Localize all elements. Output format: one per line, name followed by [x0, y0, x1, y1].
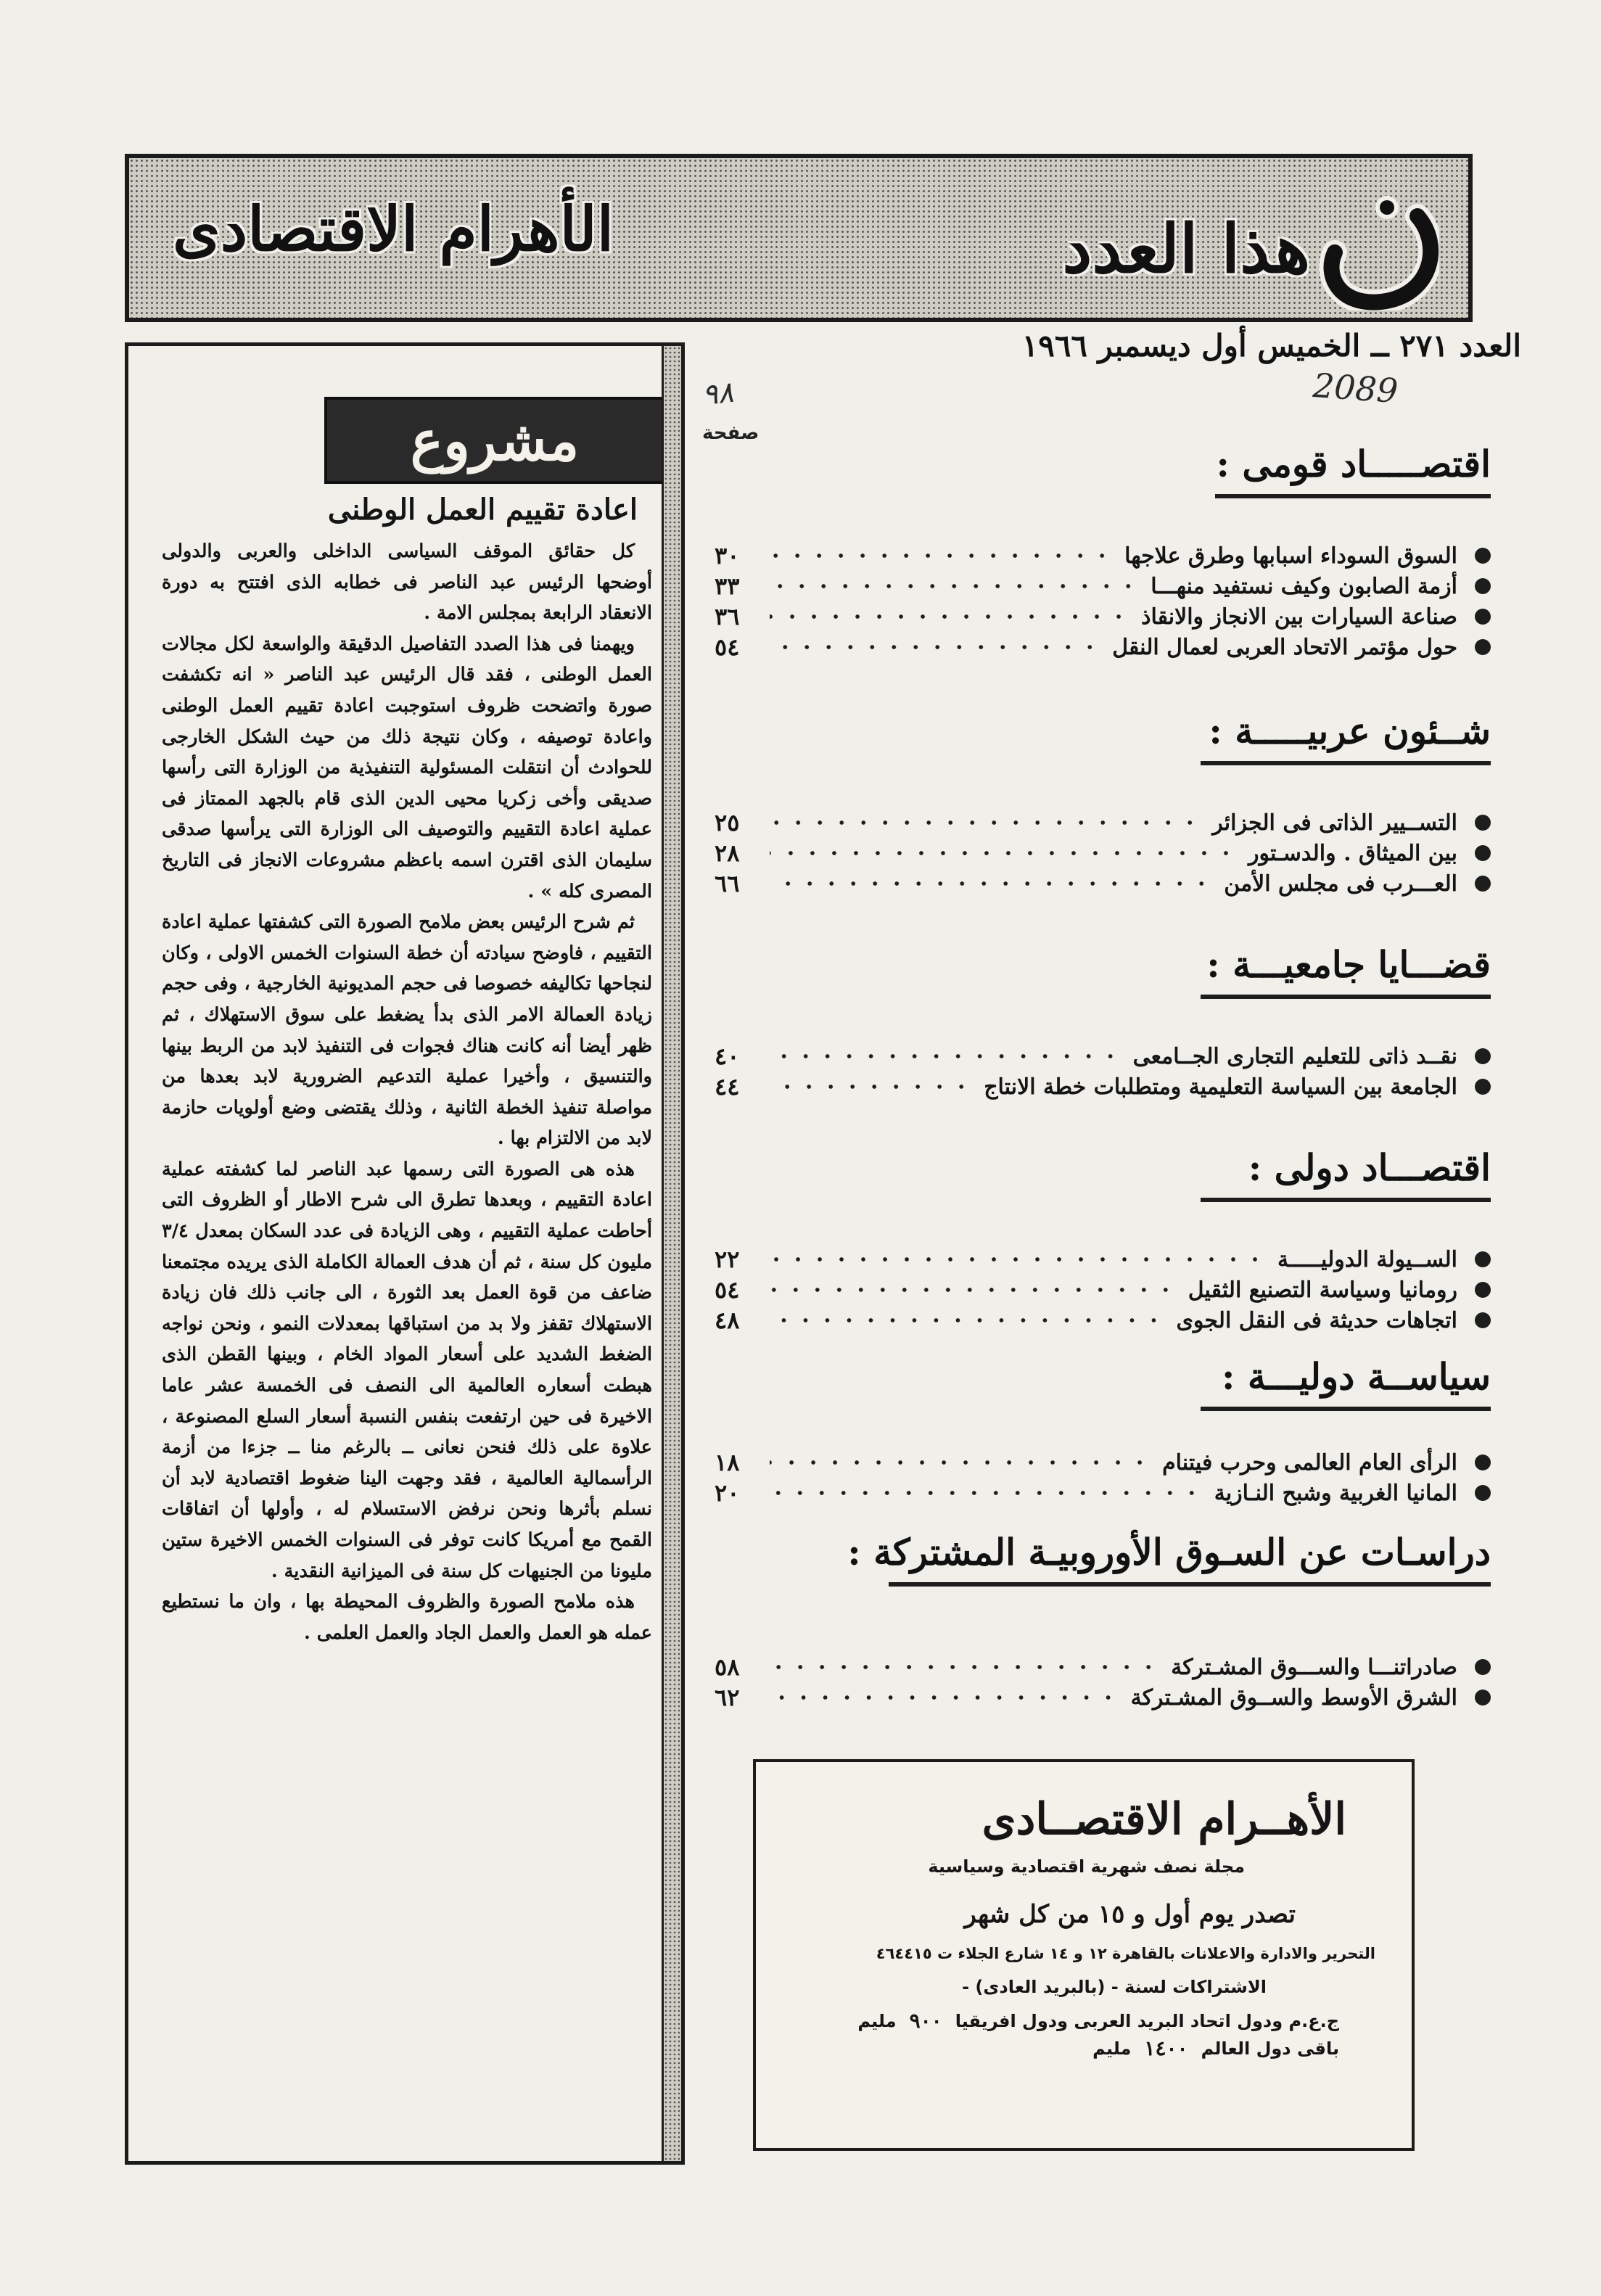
- bullet-icon: [1475, 609, 1491, 625]
- toc-item-title: رومانيا وسياسة التصنيع الثقيل: [1188, 1277, 1457, 1303]
- toc-item-page: ٤٠: [715, 1042, 740, 1070]
- article-title: اعادة تقييم العمل الوطنى: [327, 493, 638, 527]
- toc-section-heading: قضـــايا جامعيـــة :: [1206, 943, 1491, 986]
- toc-item[interactable]: [715, 1682, 1491, 1713]
- toc-item-page: ٢٥: [715, 809, 740, 836]
- toc-section: [715, 1146, 1512, 1336]
- article-paragraph: هذه ملامح الصورة والظروف المحيطة بها ، وان ما نستطيع عمله هو العمل والعمل الجاد والعمل العلمى .: [162, 1591, 652, 1644]
- bullet-icon: [1475, 1282, 1491, 1298]
- subscription-region: باقى دول العالم: [1201, 2038, 1339, 2059]
- page-column-label: صفحة: [702, 422, 760, 444]
- toc-item-title: الجامعة بين السياسة التعليمية ومتطلبات خطة الانتاج: [984, 1074, 1457, 1100]
- toc-item[interactable]: [715, 1478, 1491, 1508]
- leader-dots: [770, 645, 1100, 649]
- article-paragraph: هذه هى الصورة التى رسمها عبد الناصر لما كشفته عملية اعادة التقييم ، وبعدها تطرق الى شرح الاطار أو الظروف التى أحاطت عملية التقييم ، وهى الزيادة فى عدد السكان بمعدل ٣/٤ مليون كل سنة ، ثم أن هدف العمالة الكاملة الذى يريده مجتمعنا ضاعف من قوة العمل بعد الثورة ، الى جانب ذلك فان زيادة الاستهلاك تقفز ولا بد من استباقها بمعدلات النمو ، ونحن نواجه الضغط الشديد على أسعار المواد الخام ، وبينها القطن الذى هبطت أسعاره العالمية الى النصف فى الخمسة عشر عاما الاخيرة فى حين ارتفعت بنفس النسبة أسعار السلع المصنوعة ، علاوة على ذلك فنحن نعانى ــ بالرغم منا ــ جزءا من أزمة الرأسمالية العالمية ، فقد وجهت الينا ضغوط اقتصادية لابد أن نسلم بأثرها ونحن نرفض الاستسلام له ، وأولها أن اتفاقات القمح مع أمريكا كانت توفر فى السنوات الخمس الاخيرة ستين مليونا من الجنيهات كل سنة فى الميزانية النقدية .: [162, 1158, 652, 1582]
- subscription-row: [857, 2009, 1339, 2033]
- leader-dots: [770, 1665, 1159, 1669]
- toc-item[interactable]: [715, 1041, 1491, 1071]
- toc-item[interactable]: [715, 868, 1491, 899]
- toc-item-title: المانيا الغربية وشبح النـازية: [1214, 1480, 1457, 1506]
- leader-dots: [770, 554, 1113, 558]
- toc-item-page: ١٨: [715, 1449, 740, 1476]
- toc-section-heading: دراسـات عن السـوق الأوروبيـة المشتركة :: [847, 1531, 1491, 1573]
- toc-item-title: صادراتنـــا والســـوق المشـتركة: [1171, 1654, 1457, 1680]
- bullet-icon: [1475, 1454, 1491, 1470]
- ad-address: التحرير والادارة والاعلانات بالقاهرة ١٢ و ١٤ شارع الجلاء ت ٤٦٤٤١٥: [876, 1945, 1375, 1962]
- toc-item-title: أزمة الصابون وكيف نستفيد منهـــا: [1151, 573, 1457, 599]
- ad-subscriptions-label: الاشتراكات لسنة - (بالبريد العادى) -: [962, 1977, 1267, 1997]
- toc-item-title: صناعة السيارات بين الانجاز والانقاذ: [1141, 604, 1457, 630]
- toc-item-page: ٢٠: [715, 1479, 740, 1507]
- leader-dots: [770, 881, 1212, 886]
- bullet-icon: [1475, 1312, 1491, 1328]
- leader-dots: [770, 584, 1139, 588]
- subscription-row: [1092, 2036, 1339, 2060]
- leader-dots: [770, 1460, 1151, 1465]
- bullet-icon: [1475, 639, 1491, 655]
- masthead-this-issue: هذا العدد: [1062, 210, 1310, 288]
- toc-item-page: ٥٨: [715, 1653, 740, 1681]
- toc-item[interactable]: [715, 838, 1491, 868]
- leader-dots: [770, 851, 1237, 855]
- toc-item-title: السوق السوداء اسبابها وطرق علاجها: [1124, 543, 1457, 569]
- toc-section-heading: سياســة دوليـــة :: [1222, 1355, 1491, 1398]
- handwritten-page-note: ٩٨: [700, 375, 736, 413]
- bullet-icon: [1475, 578, 1491, 594]
- toc-item[interactable]: [715, 540, 1491, 571]
- bullet-icon: [1475, 1251, 1491, 1267]
- ad-title: الأهــرام الاقتصــادى: [981, 1794, 1346, 1845]
- issue-line: العدد ٢٧١ ــ الخميس أول ديسمبر ١٩٦٦: [1021, 328, 1521, 363]
- toc-item-page: ٤٤: [715, 1073, 740, 1100]
- toc-section: [715, 1531, 1512, 1713]
- publication-info-box: [753, 1759, 1415, 2151]
- toc-item-page: ٣٦: [715, 603, 740, 630]
- toc-item[interactable]: [715, 1244, 1491, 1275]
- bullet-icon: [1475, 1485, 1491, 1501]
- toc-item[interactable]: [715, 571, 1491, 601]
- leader-dots: [770, 1085, 972, 1089]
- toc-item[interactable]: [715, 807, 1491, 838]
- masthead: [125, 154, 1473, 322]
- masthead-right: [1062, 187, 1439, 310]
- toc-item-title: اتجاهات حديثة فى النقل الجوى: [1176, 1307, 1457, 1333]
- toc-item[interactable]: [715, 1652, 1491, 1682]
- leader-dots: [770, 820, 1201, 825]
- toc-item-page: ٢٨: [715, 839, 740, 867]
- bullet-icon: [1475, 815, 1491, 831]
- subscription-amount: ٩٠٠: [909, 2009, 942, 2033]
- leader-dots: [770, 614, 1129, 619]
- toc-item-page: ٤٨: [715, 1307, 740, 1334]
- leader-dots: [770, 1695, 1119, 1700]
- bullet-icon: [1475, 876, 1491, 892]
- toc-item[interactable]: [715, 1275, 1491, 1305]
- toc-section-heading: اقتصـــاد دولى :: [1248, 1146, 1491, 1189]
- toc-item-page: ٥٤: [715, 633, 740, 661]
- toc-section-heading: شــئون عربيـــــة :: [1209, 709, 1491, 752]
- subscription-region: ج.ع.م ودول اتحاد البريد العربى ودول افريقيا: [955, 2010, 1339, 2031]
- project-banner: مشروع: [324, 397, 665, 484]
- bullet-icon: [1475, 1690, 1491, 1705]
- bullet-icon: [1475, 845, 1491, 861]
- article-paragraph: كل حقائق الموقف السياسى الداخلى والعربى والدولى أوضحها الرئيس عبد الناصر فى خطابه الذى افتتح به دورة الانعقاد الرابعة بمجلس الامة .: [162, 540, 652, 625]
- toc-item-title: بين الميثاق . والدسـتور: [1248, 840, 1457, 866]
- bullet-icon: [1475, 1659, 1491, 1675]
- toc-item[interactable]: [715, 1071, 1491, 1102]
- leader-dots: [770, 1288, 1177, 1292]
- toc-item[interactable]: [715, 632, 1491, 662]
- article-body: [162, 536, 652, 1648]
- toc-item[interactable]: [715, 1305, 1491, 1336]
- subscription-unit: مليم: [1092, 2038, 1132, 2059]
- toc-item-page: ٣٠: [715, 542, 740, 569]
- masthead-publication: الأهرام الاقتصادى: [173, 193, 614, 265]
- toc-section: [715, 943, 1512, 1102]
- article-paragraph: ثم شرح الرئيس بعض ملامح الصورة التى كشفتها عملية اعادة التقييم ، فاوضح سيادته أن خطة السنوات الخمس الاولى ، وكان لنجاحها تكاليفه خصوصا فى حجم المديونية الخارجية ، وفى حجم زيادة العمالة الامر الذى بدأ يضغط على سوق الاستهلاك ، ثم ظهر أيضا أنه كانت هناك فجوات فى التنفيذ لابد من الربط بينها والتنسيق ، وأخيرا عملية التدعيم الضرورية لابد بعدها من مواصلة تنفيذ الخطة الثانية ، وذلك يقتضى وضع أولويات حازمة لابد من الالتزام بها .: [162, 911, 652, 1150]
- toc-item-title: الرأى العام العالمى وحرب فيتنام: [1162, 1449, 1457, 1476]
- leader-dots: [770, 1318, 1164, 1322]
- toc-section: [715, 443, 1512, 662]
- ad-schedule: تصدر يوم أول و ١٥ من كل شهر: [964, 1900, 1296, 1929]
- toc-item-page: ٦٦: [715, 870, 740, 897]
- project-article: [125, 342, 685, 2165]
- article-paragraph: ويهمنا فى هذا الصدد التفاصيل الدقيقة والواسعة لكل مجالات العمل الوطنى ، فقد قال الرئيس عبد الناصر « انه تكشفت صورة واتضحت ظروف استوجبت اعادة تقييم العمل الوطنى واعادة توصيفه ، وكان نتيجة ذلك من حيث الشكل الخارجى للحوادث أن انتقلت المسئولية التنفيذية من الوزارة التى رأسها صديقى وأخى زكريا محيى الدين الذى قام بالجهد الممتاز فى عملية اعادة التقييم والتوصيف الى الوزارة التى يرأسها صدقى سليمان الذى اقترن اسمه باعظم مشروعات الانجاز فى التاريخ المصرى كله » .: [162, 633, 652, 902]
- bullet-icon: [1475, 1048, 1491, 1064]
- toc-item-page: ٥٤: [715, 1276, 740, 1304]
- subscription-amount: ١٤٠٠: [1144, 2036, 1188, 2060]
- in-logo-icon: [1316, 187, 1439, 310]
- toc-item-title: التســيير الذاتى فى الجزائر: [1212, 810, 1457, 836]
- handwritten-number: 2089: [1312, 365, 1399, 411]
- toc-section: [715, 1355, 1512, 1508]
- toc-section-heading: اقتصـــــاد قومى :: [1216, 443, 1491, 485]
- toc-item-page: ٣٣: [715, 572, 740, 600]
- bullet-icon: [1475, 548, 1491, 564]
- subscription-unit: مليم: [857, 2010, 897, 2031]
- leader-dots: [770, 1257, 1266, 1262]
- toc-item-title: العـــرب فى مجلس الأمن: [1224, 871, 1457, 897]
- ad-subtitle: مجلة نصف شهرية اقتصادية وسياسية: [928, 1856, 1245, 1877]
- bullet-icon: [1475, 1079, 1491, 1095]
- toc-item-title: نقــد ذاتى للتعليم التجارى الجــامعى: [1132, 1043, 1457, 1069]
- leader-dots: [770, 1491, 1203, 1495]
- toc-item-page: ٦٢: [715, 1684, 740, 1711]
- leader-dots: [770, 1054, 1121, 1058]
- toc-section: [715, 709, 1512, 899]
- toc-item[interactable]: [715, 601, 1491, 632]
- toc-item-page: ٢٢: [715, 1246, 740, 1273]
- toc-item-title: الشرق الأوسط والســوق المشـتركة: [1130, 1684, 1457, 1711]
- toc-item[interactable]: [715, 1447, 1491, 1478]
- toc-item-title: حول مؤتمر الاتحاد العربى لعمال النقل: [1112, 634, 1457, 660]
- toc-item-title: الســيولة الدوليـــــة: [1277, 1246, 1457, 1272]
